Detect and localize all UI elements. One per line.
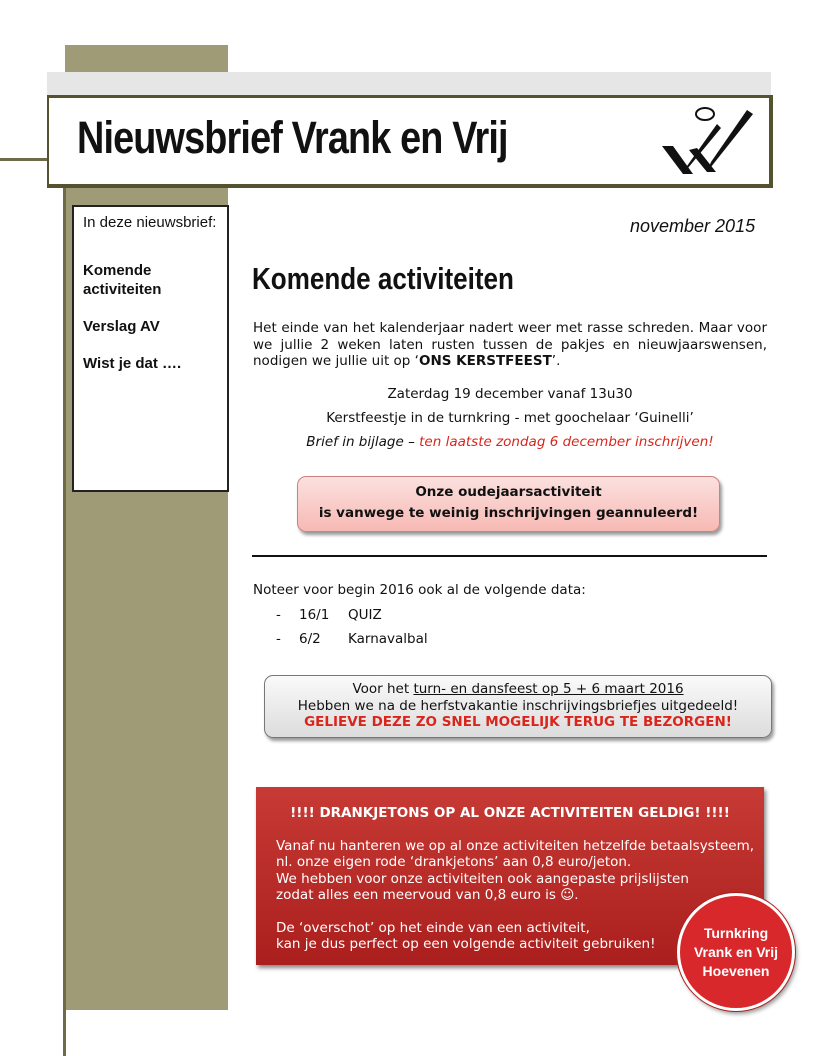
feest-notice [264, 675, 772, 738]
club-logo-icon [659, 102, 755, 178]
list-dash: - [276, 607, 281, 623]
newsletter-title: Nieuwsbrief Vrank en Vrij [77, 112, 508, 163]
toc-item-wist[interactable]: Wist je dat …. [83, 355, 182, 372]
drankjetons-paragraph-1 [276, 838, 764, 904]
toc-item-komende[interactable]: Komende activiteiten [83, 262, 162, 298]
event-date: Zaterdag 19 december vanaf 13u30 [387, 386, 633, 402]
letter-note-line [253, 434, 767, 450]
drankjetons-title: !!!! DRANKJETONS OP AL ONZE ACTIVITEITEN GELDIG! !!!! [290, 805, 730, 821]
para-line: nl. onze eigen rode ‘drankjetons’ aan 0,8 euro/jeton. [276, 854, 632, 870]
issue-date: november 2015 [630, 216, 756, 236]
list-date: 6/2 [299, 631, 321, 647]
para-line: Vanaf nu hanteren we op al onze activiteiten hetzelfde betaalsysteem, [276, 837, 755, 854]
feest-line-2: Hebben we na de herfstvakantie inschrijvingsbriefjes uitgedeeld! [297, 697, 739, 714]
letter-deadline: ten laatste zondag 6 december inschrijven! [419, 434, 714, 450]
letter-note: Brief in bijlage – [306, 434, 415, 450]
intro-text-part: Het einde van het kalenderjaar nadert weer met rasse schreden. Maar voor we jullie 2 weken laten rusten tussen de pakjes en nieuwjaarswensen, nodigen we jullie uit op ‘ [253, 320, 767, 369]
cancel-line-2: is vanwege te weinig inschrijvingen geannuleerd! [318, 505, 699, 521]
para-line: kan je dus perfect op een volgende activiteit gebruiken! [276, 936, 656, 952]
list-date: 16/1 [299, 607, 330, 623]
para-line: De ‘overschot’ op het einde van een activiteit, [276, 919, 590, 936]
cancel-notice [297, 476, 720, 532]
intro-bold: ONS KERSTFEEST [418, 353, 552, 369]
para-line: zodat alles een meervoud van 0,8 euro is ☺. [276, 887, 579, 903]
feest-line-1 [265, 681, 771, 698]
section-title: Komende activiteiten [252, 261, 514, 296]
dates-note: Noteer voor begin 2016 ook al de volgende data: [253, 582, 586, 598]
para-line: We hebben voor onze activiteiten ook aangepaste prijslijsten [276, 870, 689, 887]
intro-paragraph [253, 320, 767, 370]
feest-line-3: GELIEVE DEZE ZO SNEL MOGELIJK TERUG TE BEZORGEN! [304, 714, 732, 730]
seal-line: Hoevenen [702, 962, 770, 979]
left-rule [63, 160, 66, 1056]
sidebar-strip [65, 45, 228, 1010]
header-top-bar [47, 72, 771, 96]
masthead [47, 95, 773, 188]
list-event: Karnavalbal [348, 631, 428, 647]
event-description: Kerstfeestje in de turnkring - met goochelaar ‘Guinelli’ [326, 410, 694, 426]
list-dash: - [276, 631, 281, 647]
list-event: QUIZ [348, 607, 382, 623]
seal-line: Turnkring [703, 924, 769, 941]
toc-intro: In deze nieuwsbrief: [83, 214, 217, 231]
feest-link[interactable]: turn- en dansfeest op 5 + 6 maart 2016 [413, 681, 684, 697]
section-divider [252, 555, 767, 557]
toc-item-verslag[interactable]: Verslag AV [83, 318, 160, 335]
header-rule [0, 158, 50, 161]
club-seal [677, 893, 795, 1011]
intro-text-end: ’. [551, 353, 561, 369]
feest-prefix: Voor het [352, 681, 414, 697]
seal-line: Vrank en Vrij [693, 943, 779, 960]
table-of-contents [72, 205, 229, 492]
cancel-line-1: Onze oudejaarsactiviteit [415, 484, 602, 500]
